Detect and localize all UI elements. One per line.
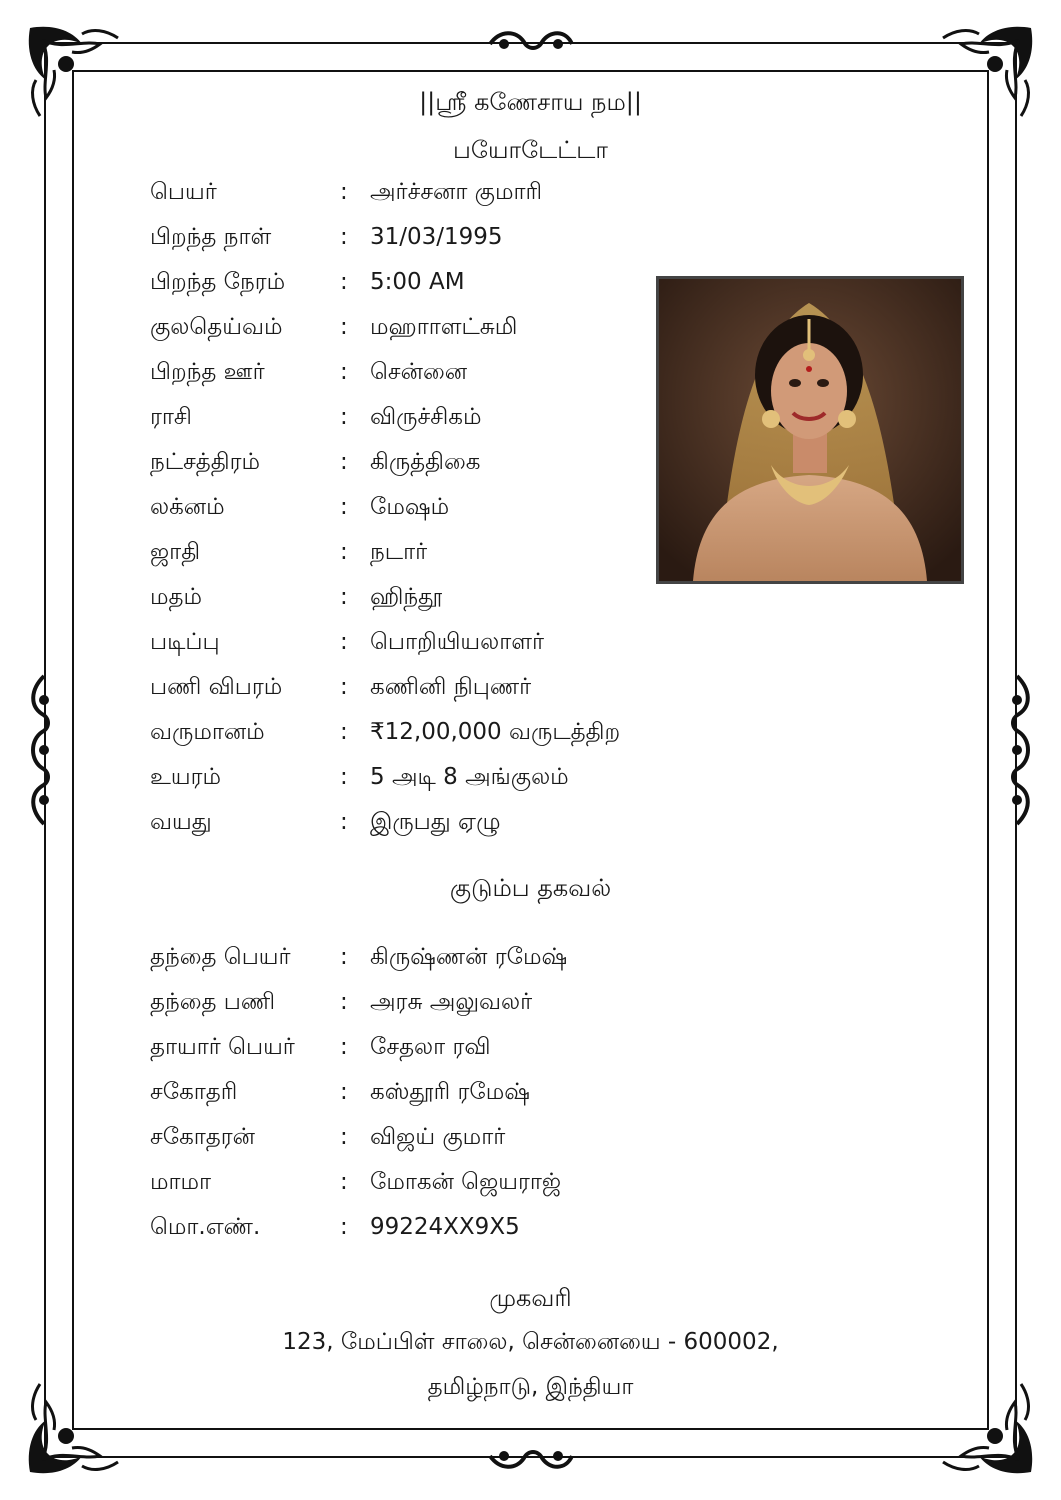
detail-row [150, 487, 449, 527]
detail-value: கணினி நிபுணர் [370, 674, 532, 700]
detail-value: சென்னை [370, 359, 468, 385]
detail-label: பிறந்த நாள் [150, 224, 272, 250]
detail-value: ஹிந்தூ [370, 584, 443, 610]
page-title: பயோடேட்டா [453, 136, 608, 164]
detail-colon: : [340, 494, 348, 520]
detail-colon: : [340, 719, 348, 745]
family-colon: : [340, 944, 348, 970]
family-label: மொ.எண். [150, 1214, 261, 1240]
address-line-2: தமிழ்நாடு, இந்தியா [427, 1374, 634, 1400]
detail-colon: : [340, 269, 348, 295]
family-value: கிருஷ்ணன் ரமேஷ் [370, 944, 568, 970]
detail-row [150, 172, 542, 212]
family-label: தந்தை பணி [150, 989, 276, 1015]
detail-row [150, 352, 467, 392]
detail-colon: : [340, 224, 348, 250]
detail-value: 5:00 AM [370, 269, 465, 295]
family-colon: : [340, 1214, 348, 1240]
detail-row [150, 577, 442, 617]
detail-label: பிறந்த ஊர் [150, 359, 265, 385]
detail-label: மதம் [150, 584, 202, 610]
detail-row [150, 217, 503, 257]
detail-label: உயரம் [150, 764, 221, 790]
detail-value: கிருத்திகை [370, 449, 481, 475]
detail-value: 31/03/1995 [370, 224, 503, 250]
family-value: 99224XX9X5 [370, 1214, 520, 1240]
portrait-illustration [659, 279, 961, 581]
detail-row [150, 667, 531, 707]
detail-value: 5 அடி 8 அங்குலம் [370, 764, 569, 790]
detail-value: ₹12,00,000 வருடத்திற [370, 719, 621, 745]
detail-colon: : [340, 179, 348, 205]
detail-value: மேஷம் [370, 494, 450, 520]
detail-label: லக்னம் [150, 494, 225, 520]
portrait-photo [656, 276, 964, 584]
detail-value: விருச்சிகம் [370, 404, 482, 430]
scroll-ornament-icon [480, 1438, 580, 1474]
family-row [150, 937, 567, 977]
detail-colon: : [340, 674, 348, 700]
family-value: கஸ்தூரி ரமேஷ் [370, 1079, 530, 1105]
detail-colon: : [340, 449, 348, 475]
detail-label: பெயர் [150, 179, 217, 205]
family-value: சேதலா ரவி [370, 1034, 491, 1060]
detail-label: ஜாதி [150, 539, 201, 565]
detail-row [150, 712, 620, 752]
family-colon: : [340, 1079, 348, 1105]
detail-value: இருபது ஏழு [370, 809, 501, 835]
family-row [150, 1072, 530, 1112]
detail-colon: : [340, 314, 348, 340]
address-title: முகவரி [489, 1284, 572, 1312]
detail-colon: : [340, 629, 348, 655]
family-label: தாயார் பெயர் [150, 1034, 295, 1060]
family-row [150, 982, 532, 1022]
detail-label: படிப்பு [150, 629, 220, 655]
detail-colon: : [340, 764, 348, 790]
family-colon: : [340, 1169, 348, 1195]
detail-colon: : [340, 539, 348, 565]
detail-row [150, 307, 517, 347]
detail-colon: : [340, 359, 348, 385]
detail-label: பிறந்த நேரம் [150, 269, 286, 295]
detail-label: நட்சத்திரம் [150, 449, 261, 475]
detail-row [150, 442, 480, 482]
detail-row [150, 757, 569, 797]
detail-value: அர்ச்சனா குமாரி [370, 179, 543, 205]
detail-row [150, 532, 427, 572]
family-colon: : [340, 989, 348, 1015]
detail-label: ராசி [150, 404, 192, 430]
detail-label: குலதெய்வம் [150, 314, 283, 340]
family-label: மாமா [150, 1169, 212, 1195]
detail-colon: : [340, 404, 348, 430]
detail-row [150, 397, 481, 437]
address-line-1: 123, மேப்பிள் சாலை, சென்னையை - 600002, [282, 1329, 779, 1355]
family-row [150, 1162, 561, 1202]
family-label: தந்தை பெயர் [150, 944, 291, 970]
detail-row [150, 622, 544, 662]
family-label: சகோதரி [150, 1079, 238, 1105]
side-ornament-icon [26, 670, 62, 830]
detail-row [150, 802, 501, 842]
side-ornament-icon [999, 670, 1035, 830]
family-value: அரசு அலுவலர் [370, 989, 533, 1015]
family-row [150, 1117, 505, 1157]
detail-row [150, 262, 465, 302]
family-value: விஜய் குமார் [370, 1124, 506, 1150]
family-section-title: குடும்ப தகவல் [449, 874, 612, 902]
detail-colon: : [340, 809, 348, 835]
family-value: மோகன் ஜெயராஜ் [370, 1169, 562, 1195]
detail-label: பணி விபரம் [150, 674, 283, 700]
family-colon: : [340, 1124, 348, 1150]
detail-label: வருமானம் [150, 719, 265, 745]
detail-label: வயது [150, 809, 212, 835]
scroll-ornament-icon [480, 26, 580, 62]
family-row [150, 1207, 520, 1247]
detail-value: நடார் [370, 539, 428, 565]
detail-value: பொறியியலாளர் [370, 629, 545, 655]
family-row [150, 1027, 491, 1067]
detail-value: மஹாாளட்சுமி [370, 314, 518, 340]
family-label: சகோதரன் [150, 1124, 255, 1150]
detail-colon: : [340, 584, 348, 610]
family-colon: : [340, 1034, 348, 1060]
invocation-text: ||ஸ்ரீ கணேசாய நம|| [419, 88, 642, 116]
